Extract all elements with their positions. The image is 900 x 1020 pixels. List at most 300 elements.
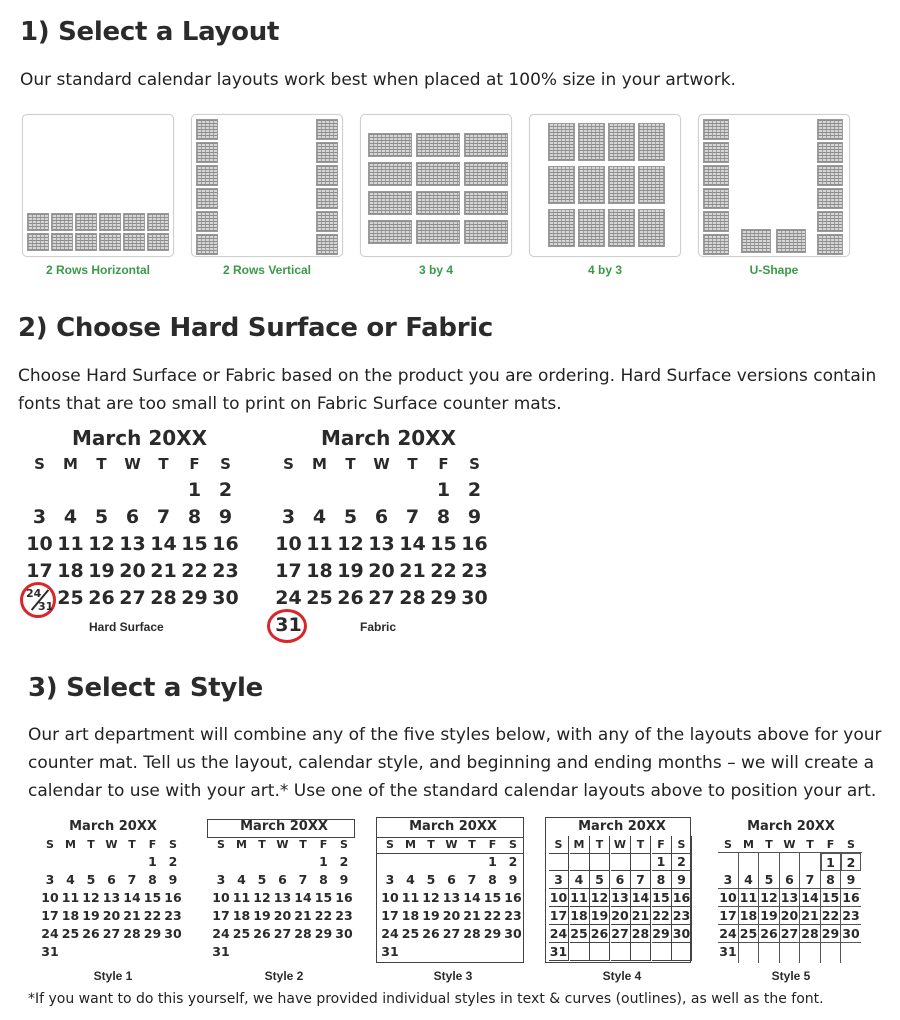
day-number: 18	[570, 908, 588, 923]
mini-calendar-icon	[703, 165, 729, 186]
weekday-label: M	[63, 455, 78, 473]
layout-thumbnail[interactable]	[22, 114, 174, 257]
day-number: 20	[102, 908, 121, 923]
day-number: 29	[821, 926, 840, 941]
empty-cell	[401, 943, 421, 961]
day-number: 31	[719, 944, 737, 959]
grid-line	[840, 853, 841, 963]
fabric-label: Fabric	[360, 620, 397, 634]
weekday-label: S	[34, 455, 45, 473]
day-number: 26	[590, 926, 609, 941]
day-number: 18	[61, 908, 80, 923]
empty-cell	[102, 853, 122, 871]
day-number: 19	[337, 560, 364, 582]
calendar-title: March 20XX	[240, 819, 328, 834]
day-number: 6	[125, 506, 140, 528]
day-number: 28	[294, 926, 312, 941]
calendar-title: March 20XX	[69, 819, 157, 834]
layout-label[interactable]: 2 Rows Vertical	[222, 263, 312, 277]
day-number: 20	[273, 908, 292, 923]
day-number: 1	[488, 854, 497, 869]
weekday-label: W	[105, 838, 118, 851]
mini-calendar-icon	[368, 133, 412, 157]
mini-calendar-icon	[817, 234, 843, 255]
empty-cell	[611, 943, 631, 961]
day-number: 7	[800, 871, 820, 889]
day-number: 11	[61, 890, 80, 905]
mini-calendar-icon	[416, 133, 460, 157]
weekday-label: T	[427, 838, 435, 851]
empty-cell	[821, 943, 841, 961]
day-number: 10	[719, 890, 737, 905]
day-number: 3	[281, 506, 296, 528]
day-number: 21	[399, 560, 426, 582]
day-number: 25	[401, 926, 420, 941]
day-number: 1	[652, 853, 672, 871]
layout-label[interactable]: 3 by 4	[418, 263, 454, 277]
mini-calendar-icon	[316, 188, 338, 209]
empty-cell	[40, 853, 60, 871]
day-number: 16	[504, 890, 522, 905]
empty-cell	[380, 853, 400, 871]
weekday-label: S	[509, 838, 517, 851]
day-number: 15	[143, 890, 162, 905]
day-number: 25	[570, 926, 588, 941]
day-number: 30	[504, 926, 522, 941]
day-number: 25	[232, 926, 251, 941]
mini-calendar-icon	[196, 234, 218, 255]
empty-cell	[61, 853, 81, 871]
day-number: 28	[463, 926, 481, 941]
day-number: 22	[821, 908, 840, 923]
mini-calendar-icon	[703, 234, 729, 255]
weekday-label: F	[319, 838, 328, 851]
day-number: 22	[430, 560, 457, 582]
day-number: 18	[739, 908, 758, 923]
calendar-title: March 20XX	[72, 426, 207, 450]
weekday-label: M	[236, 838, 247, 851]
day-number: 25	[306, 587, 333, 609]
style-label: Style 5	[771, 969, 811, 983]
day-number: 9	[508, 872, 518, 887]
day-number: 3	[45, 872, 55, 887]
mini-calendar-icon	[75, 233, 97, 251]
mini-calendar-icon	[196, 119, 218, 140]
day-number: 11	[306, 533, 333, 555]
day-number: 16	[461, 533, 488, 555]
day-number: 15	[483, 890, 502, 905]
day-number: 26	[253, 926, 271, 941]
empty-cell	[293, 853, 313, 871]
day-number: 18	[401, 908, 420, 923]
weekday-label: T	[87, 838, 95, 851]
day-number: 3	[385, 872, 395, 887]
empty-cell	[252, 943, 272, 961]
day-number: 29	[652, 926, 670, 941]
weekday-label: T	[299, 838, 307, 851]
day-number: 3	[32, 506, 47, 528]
empty-cell	[273, 943, 293, 961]
day-number: 27	[611, 926, 629, 941]
empty-cell	[334, 943, 354, 961]
day-number: 25	[57, 587, 84, 609]
day-number: 18	[232, 908, 251, 923]
day-number: 27	[119, 587, 146, 609]
day-number: 23	[842, 908, 860, 923]
day-number: 14	[399, 533, 426, 555]
day-number: 19	[760, 908, 778, 923]
empty-cell	[122, 853, 142, 871]
weekday-label: S	[220, 455, 231, 473]
empty-cell	[61, 943, 81, 961]
mini-calendar-icon	[147, 213, 169, 231]
weekday-label: W	[276, 838, 289, 851]
empty-cell	[652, 943, 672, 961]
section3-heading: 3) Select a Style	[28, 673, 263, 703]
section1-heading: 1) Select a Layout	[20, 17, 280, 47]
day-number: 15	[430, 533, 457, 555]
mini-calendar-icon	[464, 133, 508, 157]
day-number: 7	[405, 506, 420, 528]
weekday-label: F	[488, 838, 497, 851]
layout-u-shape[interactable]	[698, 114, 850, 277]
day-number: 23	[164, 908, 182, 923]
mini-calendar-icon	[703, 119, 729, 140]
day-number: 12	[82, 890, 100, 905]
day-number: 6	[107, 872, 116, 887]
style-label: Style 3	[433, 969, 473, 983]
mini-calendar-icon	[123, 233, 145, 251]
day-number: 28	[150, 587, 177, 609]
mini-calendar-icon	[703, 142, 729, 163]
day-number: 4	[312, 506, 327, 528]
mini-calendar-icon	[817, 142, 843, 163]
grid-line	[758, 853, 759, 963]
style-4-calendar[interactable]	[547, 817, 697, 987]
layout-thumbnail[interactable]	[698, 114, 850, 257]
layout-label[interactable]: U-Shape	[749, 263, 799, 277]
empty-cell	[739, 853, 759, 871]
weekday-label: T	[407, 455, 418, 473]
day-number: 15	[314, 890, 333, 905]
day-number: 29	[430, 587, 457, 609]
empty-cell	[102, 943, 122, 961]
day-number: 26	[88, 587, 115, 609]
day-number: 11	[57, 533, 84, 555]
day-number: 22	[181, 560, 208, 582]
day-number: 24	[212, 926, 230, 941]
style-2-calendar[interactable]	[209, 817, 359, 987]
day-number: 19	[422, 908, 440, 923]
day-number: 26	[337, 587, 364, 609]
weekday-label: T	[158, 455, 169, 473]
mini-calendar-icon	[368, 191, 412, 215]
calendar-title: March 20XX	[578, 819, 666, 834]
day-number: 2	[672, 853, 692, 871]
day-number: 19	[590, 908, 609, 923]
mini-calendar-icon	[368, 162, 412, 186]
day-number: 5	[426, 872, 436, 887]
day-number: 20	[368, 560, 395, 582]
empty-cell	[483, 943, 503, 961]
layout-3-by-4[interactable]	[360, 114, 512, 277]
combined-day-top: 24	[26, 587, 42, 600]
mini-calendar-icon	[27, 233, 49, 251]
weekday-label: M	[405, 838, 416, 851]
day-number: 19	[82, 908, 100, 923]
day-number: 1	[319, 854, 328, 869]
day-number: 17	[275, 560, 302, 582]
weekday-label: W	[124, 455, 141, 473]
day-number: 11	[232, 890, 251, 905]
weekday-label: S	[386, 838, 394, 851]
mini-calendar-icon	[416, 220, 460, 244]
day-number: 28	[631, 926, 650, 941]
empty-cell	[314, 943, 334, 961]
day-number: 6	[374, 506, 389, 528]
day-number: 19	[253, 908, 271, 923]
day-number: 24	[549, 926, 568, 941]
weekday-label: W	[373, 455, 390, 473]
weekday-label: F	[189, 455, 200, 473]
mini-calendar-icon	[464, 191, 508, 215]
day-number: 15	[652, 890, 670, 905]
layout-thumbnail[interactable]	[360, 114, 512, 257]
day-number: 5	[86, 872, 96, 887]
hard-surface-calendar[interactable]	[24, 426, 254, 641]
extra-day-number: 31	[275, 614, 302, 636]
day-number: 13	[442, 890, 461, 905]
mini-calendar-icon	[548, 166, 575, 204]
day-number: 2	[168, 854, 178, 869]
day-number: 29	[314, 926, 333, 941]
day-number: 1	[436, 479, 451, 501]
day-number: 31	[212, 944, 230, 959]
empty-cell	[211, 853, 231, 871]
day-number: 29	[483, 926, 502, 941]
day-number: 2	[467, 479, 482, 501]
day-number: 22	[652, 908, 670, 923]
weekday-label: T	[806, 838, 814, 851]
weekday-label: T	[468, 838, 476, 851]
empty-cell	[462, 853, 482, 871]
day-number: 22	[143, 908, 162, 923]
day-number: 21	[123, 908, 141, 923]
mini-calendar-icon	[817, 165, 843, 186]
day-number: 6	[780, 871, 800, 889]
weekday-label: T	[345, 455, 356, 473]
empty-cell	[421, 853, 441, 871]
day-number: 13	[611, 890, 629, 905]
style-5-calendar[interactable]	[716, 817, 866, 987]
day-number: 12	[590, 890, 609, 905]
mini-calendar-icon	[776, 229, 806, 253]
day-number: 17	[719, 908, 737, 923]
day-number: 8	[652, 871, 672, 889]
weekday-label: M	[65, 838, 76, 851]
mini-calendar-icon	[147, 233, 169, 251]
mini-calendar-icon	[99, 213, 121, 231]
empty-cell	[780, 943, 800, 961]
weekday-label: T	[96, 455, 107, 473]
weekday-label: T	[128, 838, 136, 851]
day-number: 2	[841, 853, 861, 871]
day-number: 4	[570, 871, 590, 889]
weekday-label: S	[217, 838, 225, 851]
day-number: 13	[368, 533, 395, 555]
style-1-calendar[interactable]	[38, 817, 188, 987]
day-number: 2	[218, 479, 233, 501]
grid-line	[820, 853, 821, 963]
day-number: 16	[335, 890, 353, 905]
empty-cell	[739, 943, 759, 961]
day-number: 27	[102, 926, 121, 941]
day-number: 1	[821, 853, 841, 871]
weekday-label: T	[590, 836, 610, 854]
empty-cell	[672, 943, 692, 961]
day-number: 12	[88, 533, 115, 555]
day-number: 21	[150, 560, 177, 582]
day-number: 1	[187, 479, 202, 501]
day-number: 11	[401, 890, 420, 905]
day-number: 5	[94, 506, 109, 528]
layout-label[interactable]: 2 Rows Horizontal	[45, 263, 150, 277]
grid-line	[779, 853, 780, 963]
mini-calendar-icon	[578, 123, 605, 161]
combined-day-bottom: 31	[38, 600, 54, 613]
day-number: 19	[88, 560, 115, 582]
day-number: 17	[549, 908, 568, 923]
day-number: 24	[719, 926, 737, 941]
day-number: 1	[148, 854, 157, 869]
day-number: 17	[26, 560, 53, 582]
mini-calendar-icon	[548, 209, 575, 247]
weekday-label: F	[148, 838, 157, 851]
day-number: 21	[463, 908, 481, 923]
day-number: 14	[294, 890, 312, 905]
weekday-label: S	[549, 836, 569, 854]
day-number: 11	[739, 890, 758, 905]
empty-cell	[611, 853, 631, 871]
fabric-calendar[interactable]	[273, 426, 503, 641]
empty-cell	[570, 853, 590, 871]
empty-cell	[759, 943, 779, 961]
style-3-calendar[interactable]	[378, 817, 528, 987]
mini-calendar-icon	[316, 234, 338, 255]
layout-4-by-3[interactable]	[529, 114, 681, 277]
day-number: 16	[164, 890, 182, 905]
day-number: 29	[181, 587, 208, 609]
day-number: 2	[508, 854, 518, 869]
grid-line	[738, 853, 739, 963]
layout-label[interactable]: 4 by 3	[587, 263, 623, 277]
day-number: 7	[631, 871, 651, 889]
empty-cell	[232, 853, 252, 871]
day-number: 4	[739, 871, 759, 889]
day-number: 9	[672, 871, 692, 889]
mini-calendar-icon	[817, 188, 843, 209]
weekday-label: S	[169, 838, 177, 851]
day-number: 24	[41, 926, 59, 941]
day-number: 30	[164, 926, 182, 941]
day-number: 30	[335, 926, 353, 941]
weekday-label: T	[765, 838, 773, 851]
section2-intro: Choose Hard Surface or Fabric based on the product you are ordering. Hard Surface versions contain fonts that are too small to print on Fabric Surface counter mats.	[18, 366, 877, 414]
mini-calendar-icon	[817, 119, 843, 140]
day-number: 8	[148, 872, 157, 887]
style-label: Style 2	[264, 969, 304, 983]
day-number: 22	[483, 908, 502, 923]
day-number: 12	[422, 890, 440, 905]
empty-cell	[442, 943, 462, 961]
day-number: 21	[631, 908, 650, 923]
empty-cell	[503, 943, 523, 961]
layout-thumbnail[interactable]	[191, 114, 343, 257]
day-number: 16	[842, 890, 860, 905]
day-number: 10	[381, 890, 399, 905]
day-number: 8	[821, 871, 841, 889]
day-number: 23	[461, 560, 488, 582]
day-number: 25	[61, 926, 80, 941]
day-number: 27	[780, 926, 799, 941]
weekday-label: T	[258, 838, 266, 851]
layout-2-rows-horizontal[interactable]	[22, 114, 174, 277]
empty-cell	[122, 943, 142, 961]
day-number: 30	[842, 926, 860, 941]
mini-calendar-icon	[368, 220, 412, 244]
day-number: 20	[780, 908, 799, 923]
day-number: 4	[237, 872, 246, 887]
day-number: 12	[253, 890, 271, 905]
day-number: 3	[718, 871, 738, 889]
empty-cell	[81, 943, 101, 961]
hard-surface-label: Hard Surface	[89, 620, 164, 634]
mini-calendar-icon	[464, 220, 508, 244]
empty-cell	[252, 853, 272, 871]
weekday-label: T	[631, 836, 651, 854]
day-number: 8	[436, 506, 451, 528]
day-number: 8	[488, 872, 497, 887]
day-number: 6	[447, 872, 456, 887]
day-number: 8	[187, 506, 202, 528]
day-number: 5	[257, 872, 267, 887]
mini-calendar-icon	[316, 142, 338, 163]
style-label: Style 4	[602, 969, 642, 983]
layout-2-rows-vertical[interactable]	[191, 114, 343, 277]
weekday-label: F	[652, 836, 672, 854]
mini-calendar-icon	[51, 233, 73, 251]
day-number: 23	[335, 908, 353, 923]
style-label: Style 1	[93, 969, 133, 983]
calendar-title: March 20XX	[321, 426, 456, 450]
layout-thumbnail[interactable]	[529, 114, 681, 257]
day-number: 11	[570, 890, 588, 905]
empty-cell	[163, 943, 183, 961]
empty-cell	[462, 943, 482, 961]
day-number: 9	[168, 872, 178, 887]
weekday-label: S	[672, 836, 692, 854]
day-number: 29	[143, 926, 162, 941]
calendar-title: March 20XX	[747, 819, 835, 834]
day-number: 15	[821, 890, 840, 905]
day-number: 31	[41, 944, 59, 959]
day-number: 20	[119, 560, 146, 582]
mini-calendar-icon	[578, 166, 605, 204]
empty-cell	[590, 943, 610, 961]
day-number: 4	[66, 872, 75, 887]
day-number: 6	[611, 871, 631, 889]
empty-cell	[718, 853, 738, 871]
